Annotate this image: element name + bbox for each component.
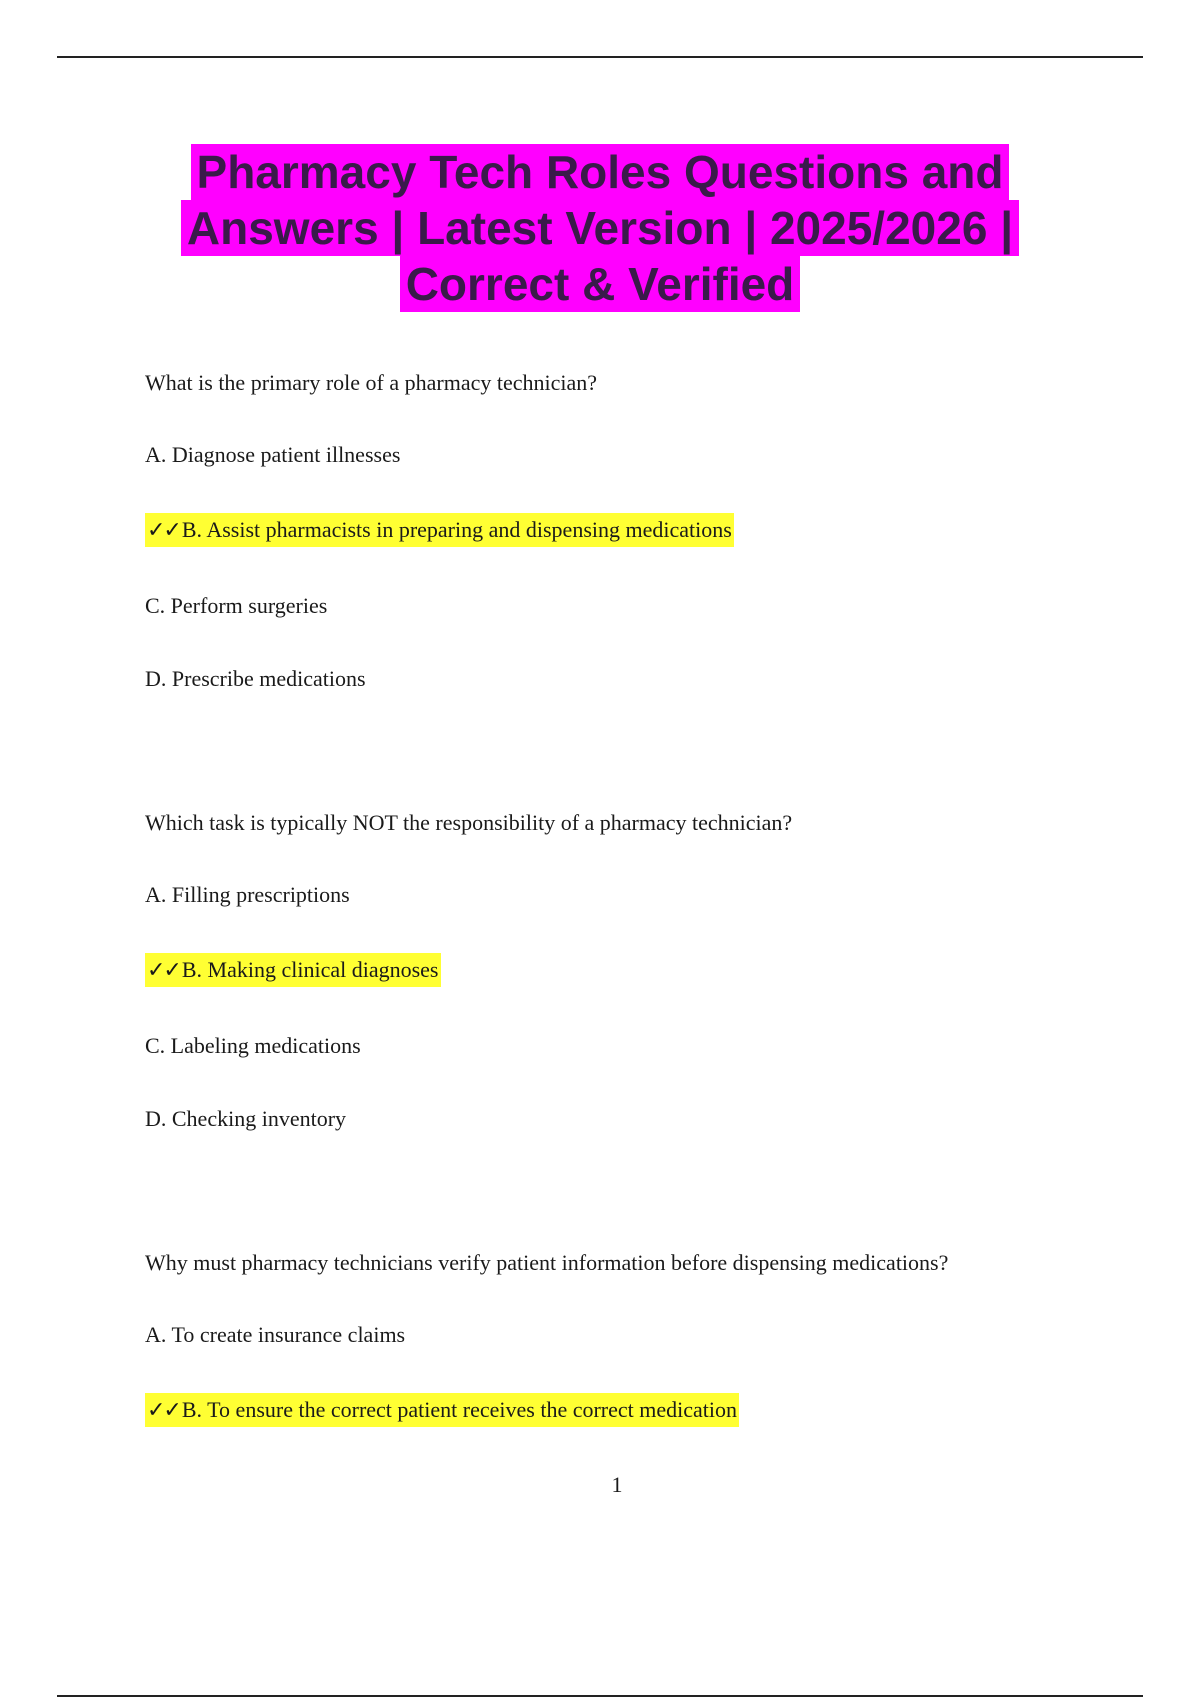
question-1-option-c: C. Perform surgeries bbox=[145, 593, 328, 618]
page-number: 1 bbox=[611, 1472, 623, 1497]
question-1-option-d: D. Prescribe medications bbox=[145, 666, 366, 691]
title-line-2: Answers | Latest Version | 2025/2026 | bbox=[181, 200, 1019, 256]
answer-highlight bbox=[145, 513, 734, 547]
answer-highlight bbox=[145, 953, 441, 987]
double-check-icon: ✓✓ bbox=[147, 1398, 180, 1423]
question-3-option-b-correct bbox=[145, 1393, 739, 1427]
question-2-option-c: C. Labeling medications bbox=[145, 1033, 361, 1058]
answer-text: B. To ensure the correct patient receives the correct medication bbox=[181, 1397, 738, 1422]
answer-highlight bbox=[145, 1393, 739, 1427]
question-1-option-a: A. Diagnose patient illnesses bbox=[145, 442, 401, 467]
question-2-text: Which task is typically NOT the responsibility of a pharmacy technician? bbox=[145, 810, 793, 835]
title-line-3: Correct & Verified bbox=[400, 256, 801, 312]
question-1-option-b-correct bbox=[145, 513, 734, 547]
title-line-1: Pharmacy Tech Roles Questions and bbox=[191, 144, 1010, 200]
question-2-option-a: A. Filling prescriptions bbox=[145, 882, 350, 907]
double-check-icon: ✓✓ bbox=[147, 958, 180, 983]
answer-text: B. Assist pharmacists in preparing and dispensing medications bbox=[181, 517, 732, 542]
document-title bbox=[100, 144, 1100, 312]
question-2-option-d: D. Checking inventory bbox=[145, 1106, 347, 1131]
bottom-rule bbox=[57, 1695, 1143, 1697]
question-3-text: Why must pharmacy technicians verify patient information before dispensing medications? bbox=[145, 1250, 949, 1275]
question-1-text: What is the primary role of a pharmacy technician? bbox=[145, 370, 598, 395]
question-3-option-a: A. To create insurance claims bbox=[145, 1322, 406, 1347]
answer-text: B. Making clinical diagnoses bbox=[181, 957, 439, 982]
top-rule bbox=[57, 56, 1143, 58]
question-2-option-b-correct bbox=[145, 953, 441, 987]
double-check-icon: ✓✓ bbox=[147, 518, 180, 543]
